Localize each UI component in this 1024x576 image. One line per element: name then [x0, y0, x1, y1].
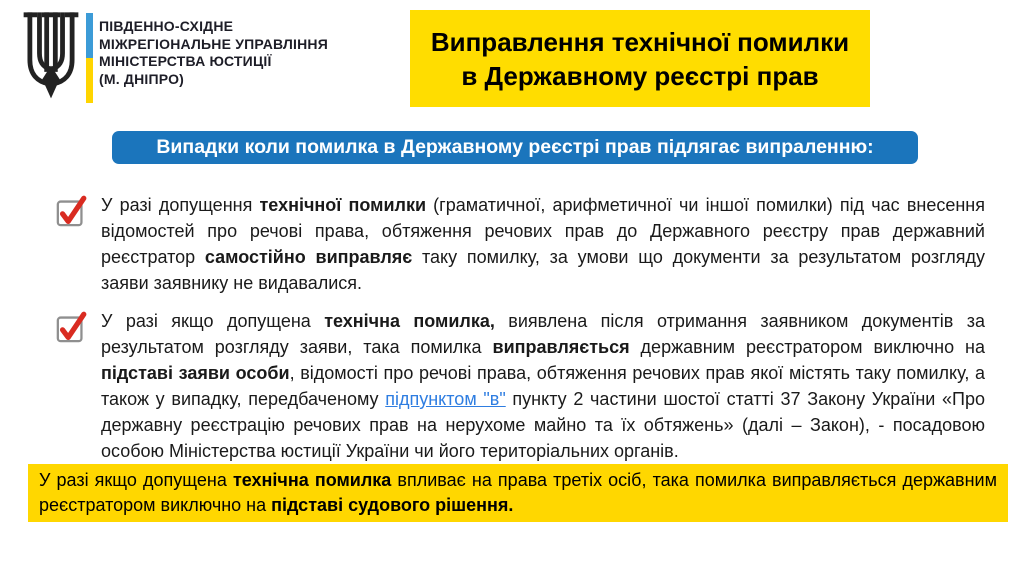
org-name [99, 10, 328, 88]
bold-text: самостійно виправляє [204, 247, 413, 267]
highlight-note [28, 464, 1008, 522]
bullet-text-2 [101, 308, 985, 464]
page-title-line-1: Виправлення технічної помилки [430, 26, 850, 57]
text-run: , відомості про речові права, обтяження речових прав якої містять таку помилку, а також у випадку, передбаченому [101, 363, 985, 409]
text-run: виявлена після отримання заявником документів за результатом розгляду заяви, така помилка [101, 311, 985, 357]
text-run: У разі якщо допущена [101, 311, 325, 331]
flag-stripe [86, 13, 93, 103]
bullet-item-2 [55, 308, 985, 464]
bullet-text-1 [101, 192, 985, 296]
red-checkbox-icon [55, 310, 89, 344]
text-run: таку помилку, за умови що документи за результатом розгляду заяви заявнику не видавалися. [101, 247, 986, 293]
ministry-logo [20, 10, 328, 106]
text-run: У разі якщо допущена [39, 470, 233, 490]
page-title [410, 10, 870, 107]
org-line-3: МІНІСТЕРСТВА ЮСТИЦІЇ [99, 53, 272, 69]
org-line-4: (М. ДНІПРО) [99, 70, 185, 87]
text-run: пункту 2 частини шостої статті 37 Закону України «Про державну реєстрацію речових прав на нерухоме майно та їх обтяжень» (далі – Закон), - посадовою особою Міністерства юстиції України чи його територіальних органів. [101, 389, 985, 461]
bold-text: технічної помилки [259, 195, 427, 215]
text-run: державним реєстратором виключно на [629, 337, 986, 357]
bold-text: технічна помилка, [324, 311, 495, 331]
bold-text: підставі заяви особи [101, 363, 290, 383]
highlight-text [39, 468, 997, 518]
subpoint-v-link[interactable]: підпунктом "в" [385, 389, 506, 409]
bold-text: виправляється [492, 337, 630, 357]
text-run: впливає на права третіх осіб, така помилка виправляється державним реєстратором виключно на [39, 470, 997, 515]
subtitle-banner: Випадки коли помилка в Державному реєстрі прав підлягає випраленню: [112, 131, 918, 164]
ukraine-trident-icon [20, 10, 82, 106]
org-line-2: МІЖРЕГІОНАЛЬНЕ УПРАВЛІННЯ [99, 35, 328, 52]
org-line-1: ПІВДЕННО-СХІДНЕ [99, 18, 234, 34]
text-run: (граматичної, арифметичної чи іншої помилки) під час внесення відомостей про речові права, обтяження речових прав до Державного реєстру прав державний реєстратор [101, 195, 985, 267]
page-title-line-2: в Державному реєстрі прав [461, 60, 819, 91]
red-checkbox-icon [55, 194, 89, 228]
text-run: У разі допущення [101, 195, 260, 215]
bold-text: технічна помилка [232, 470, 392, 490]
bold-text: підставі судового рішення. [271, 495, 514, 515]
bullet-item-1 [55, 192, 985, 296]
